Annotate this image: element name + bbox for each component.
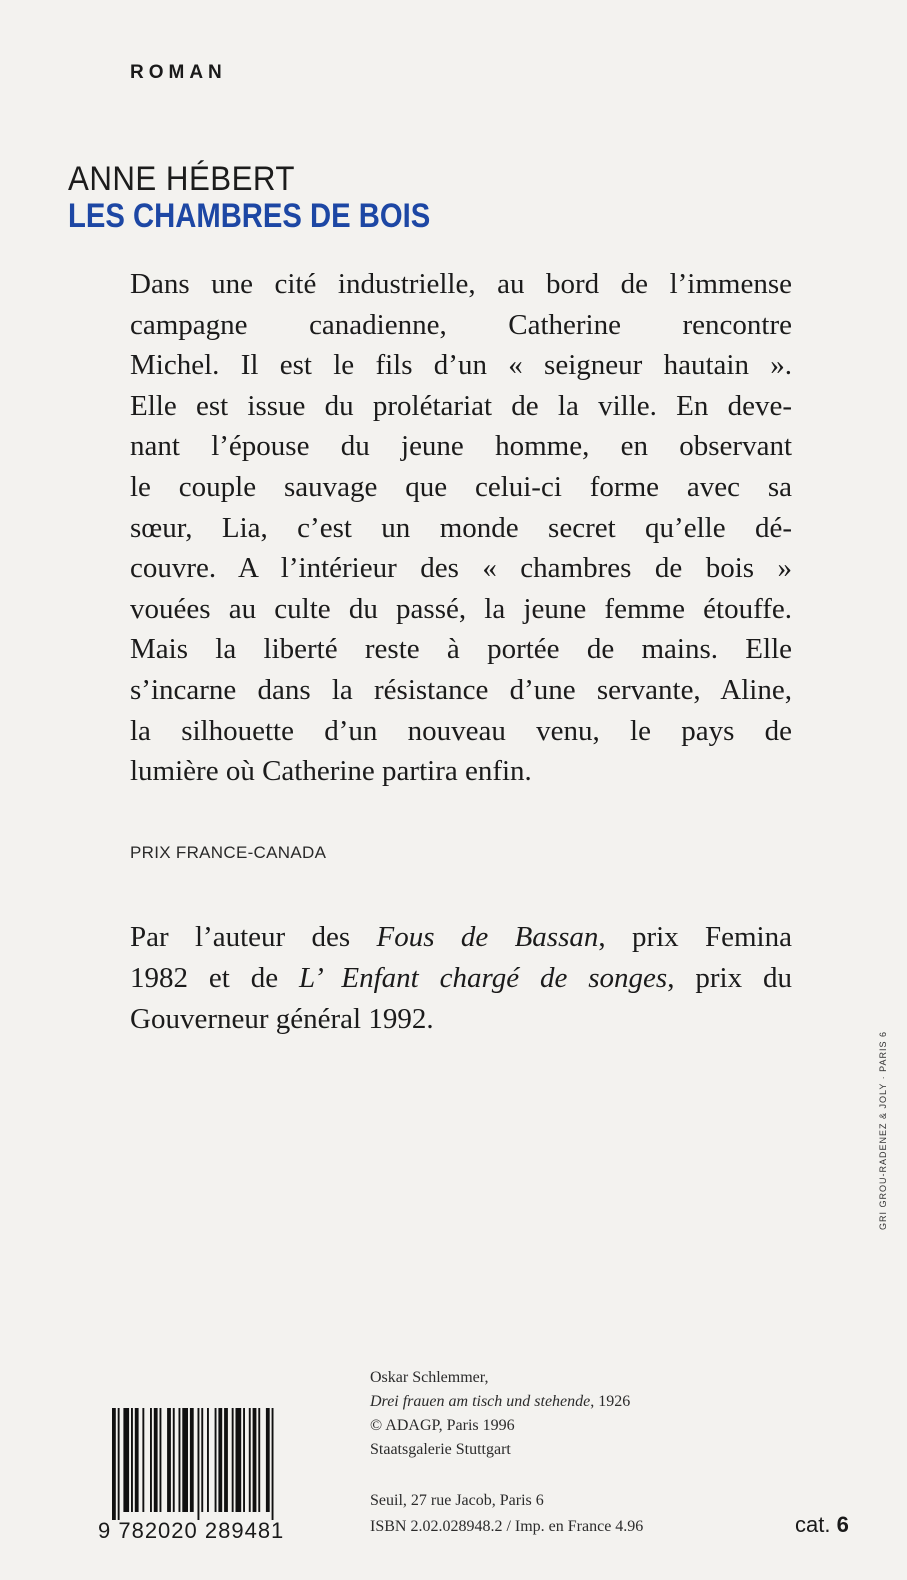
blurb-line: vouées au culte du passé, la jeune femme étouffe. [130,592,792,625]
barcode-bar [236,1408,242,1512]
blurb-line: lumière où Catherine partira enfin. [130,755,532,788]
barcode-bar [253,1408,257,1512]
barcode-bar [123,1408,129,1512]
artwork-name: Drei frauen am tisch und stehende [370,1393,591,1410]
category-prefix: cat. [795,1512,831,1537]
author-note-line [130,958,792,999]
cover-art-credits [370,1366,630,1462]
blurb-line: s’incarne dans la résistance d’une servante, Aline, [130,673,792,706]
author-note-text: 1982 et de [130,962,300,994]
genre-label: ROMAN [130,62,227,83]
isbn-line: ISBN 2.02.028948.2 / Imp. en France 4.96 [370,1518,644,1535]
barcode-bar [215,1408,217,1512]
copyright-line: © ADAGP, Paris 1996 [370,1417,515,1434]
barcode-bar [207,1408,209,1512]
barcode-bars [98,1408,348,1520]
barcode-bar [182,1408,188,1512]
barcode-bar [173,1408,175,1512]
barcode-bar [190,1408,194,1512]
barcode-bar [135,1408,139,1512]
barcode-bar [218,1408,222,1512]
barcode-bar [150,1408,152,1512]
blurb-paragraph [130,264,792,792]
barcode-bar [142,1408,144,1512]
barcode-bar [198,1408,200,1520]
blurb-line: Elle est issue du prolétariat de la ville. En deve- [130,389,792,422]
barcode-bar [243,1408,245,1512]
publisher-address: Seuil, 27 rue Jacob, Paris 6 [370,1492,544,1509]
barcode-bar [258,1408,260,1512]
author-note-line [130,917,792,958]
barcode-number: 9 782020 289481 [98,1518,285,1543]
artist-name: Oskar Schlemmer, [370,1369,489,1386]
prize-label: PRIX FRANCE-CANADA [130,843,327,862]
blurb-line: couvre. A l’intérieur des « chambres de bois » [130,552,792,585]
barcode-bar [224,1408,228,1512]
category-label [795,1512,849,1538]
blurb-line: campagne canadienne, Catherine rencontre [130,308,792,341]
barcode-bar [272,1408,274,1520]
category-value: 6 [836,1512,849,1537]
publisher-info [370,1488,643,1540]
barcode-bar [131,1408,133,1512]
blurb-line: Dans une cité industrielle, au bord de l’immense [130,268,792,300]
author-note-text: Par l’auteur des [130,921,377,953]
book-reference: L’ Enfant chargé de songes [299,962,668,994]
blurb-line: sœur, Lia, c’est un monde secret qu’elle dé- [130,511,792,544]
author-note [130,917,792,1040]
artwork-year: , 1926 [590,1393,631,1410]
blurb-line: nant l’épouse du jeune homme, en observant [130,430,792,463]
blurb-line: le couple sauvage que celui-ci forme avec sa [130,470,792,503]
barcode-bar [118,1408,120,1520]
book-title: LES CHAMBRES DE BOIS [68,197,431,235]
museum-line: Staatsgalerie Stuttgart [370,1441,511,1458]
barcode-bar [266,1408,270,1512]
barcode-bar [154,1408,158,1512]
barcode-bar [249,1408,251,1512]
author-note-line: Gouverneur général 1992. [130,1003,434,1035]
barcode-bar [232,1408,234,1512]
barcode [98,1408,348,1558]
author-note-text: , prix du [667,962,792,994]
blurb-line: la silhouette d’un nouveau venu, le pays de [130,714,792,747]
blurb-line: Michel. Il est le fils d’un « seigneur hautain ». [130,349,792,382]
barcode-bar [167,1408,171,1512]
barcode-bar [179,1408,181,1512]
barcode-bar [160,1408,162,1512]
artwork-title [370,1390,630,1414]
author-note-text: , prix Femina [598,921,792,953]
printer-credit: GRI GROU-RADENEZ & JOLY · PARIS 6 [878,1030,888,1230]
book-reference: Fous de Bassan [376,921,599,953]
author-name: ANNE HÉBERT [68,160,295,198]
barcode-bar [201,1408,203,1512]
barcode-bar [112,1408,116,1520]
blurb-line: Mais la liberté reste à portée de mains. Elle [130,633,792,666]
